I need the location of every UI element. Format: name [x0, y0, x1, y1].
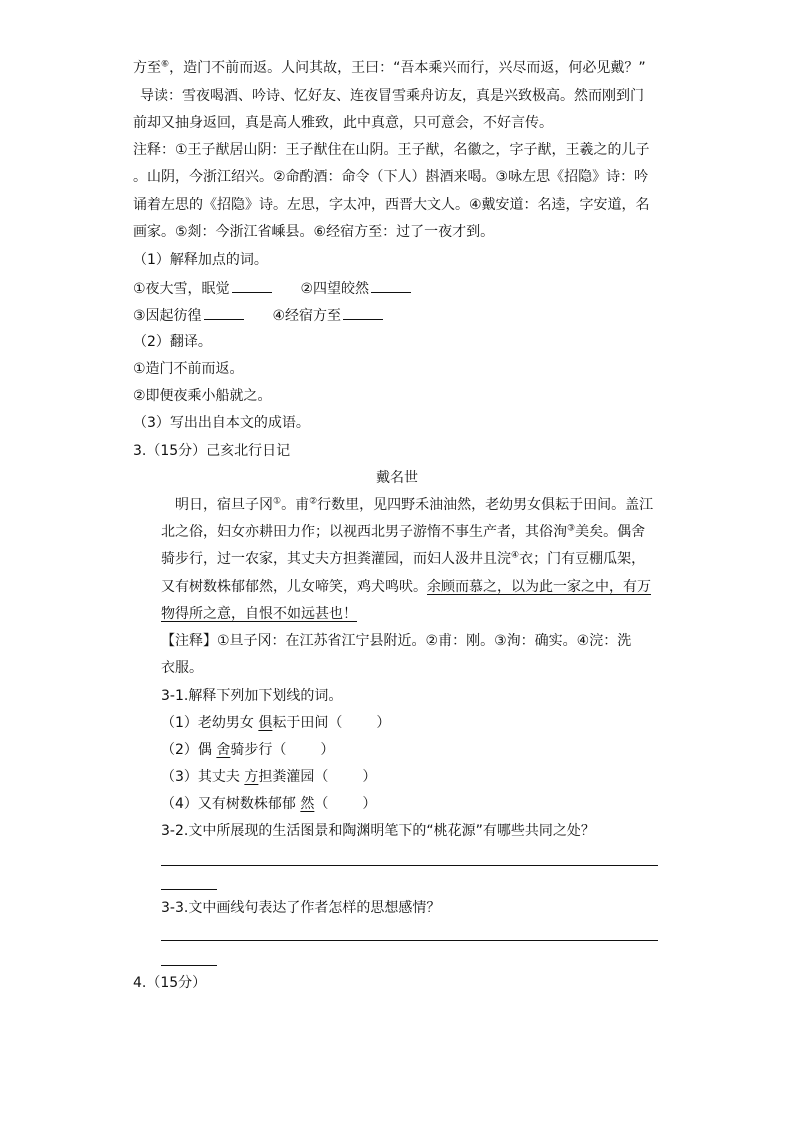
- author-name: 戴名世: [376, 470, 418, 486]
- annotation-line: 【注释】①旦子冈：在江苏省江宁县附近。②甫：刚。③洵：确实。④浣：洗: [161, 633, 632, 649]
- passage-line: [161, 604, 357, 624]
- text: ）: [376, 715, 391, 731]
- target-word: 舍: [216, 742, 231, 758]
- note-line: 画家。⑤剡：今浙江省嵊县。⑥经宿方至：过了一夜才到。: [133, 224, 495, 240]
- text: 方至: [133, 60, 161, 76]
- text: 又有树数株郁郁然，儿女啼笑，鸡犬鸣吠。: [161, 579, 427, 595]
- answer-line[interactable]: [161, 965, 217, 966]
- subquestion-heading: 3-3.文中画线句表达了作者怎样的思想感情？: [161, 900, 441, 916]
- text: （2）偶: [161, 742, 217, 758]
- item-text: ①夜大雪，眠觉: [133, 281, 230, 297]
- text: ）: [320, 742, 335, 758]
- answer-line[interactable]: [161, 940, 658, 941]
- text: （4）又有树数株郁郁: [161, 796, 301, 812]
- text: 骑步行，过一农家，其丈夫方担粪灌园，而妇人汲井且浣: [161, 551, 511, 567]
- translation-item: ②即便夜乘小船就之。: [133, 388, 272, 404]
- passage-line: [133, 58, 646, 78]
- question-1: （1）解释加点的词。: [133, 252, 268, 268]
- target-word: 方: [244, 769, 259, 785]
- subquestion-item: [161, 740, 334, 760]
- answer-blank[interactable]: [371, 278, 411, 293]
- passage-line: [161, 549, 645, 569]
- passage-line: [161, 577, 651, 597]
- footnote-marker: ①: [273, 496, 282, 507]
- text: 耘于田间（: [272, 715, 343, 731]
- text: ）: [362, 769, 377, 785]
- question-heading: 3.（15分）己亥北行日记: [133, 443, 291, 459]
- footnote-marker: ④: [511, 550, 520, 561]
- question-heading: 4.（15分）: [133, 975, 207, 991]
- note-line: 诵着左思的《招隐》诗。左思，字太冲，西晋大文人。④戴安道：名逵，字安道，名: [133, 197, 650, 213]
- answer-blank[interactable]: [204, 305, 244, 320]
- text: 骑步行（: [230, 742, 287, 758]
- passage-line: [161, 522, 645, 542]
- subquestion-heading: 3-1.解释下列加下划线的词。: [161, 688, 343, 704]
- text: （: [314, 796, 329, 812]
- answer-blank[interactable]: [343, 305, 383, 320]
- target-word: 然: [300, 796, 315, 812]
- underlined-sentence: 物得所之意，自恨不如远甚也！: [161, 606, 357, 622]
- answer-blank[interactable]: [232, 278, 272, 293]
- question-1-items: [133, 305, 385, 326]
- guide-line: 前却又抽身返回，真是高人雅致，此中真意，只可意会，不好言传。: [133, 115, 553, 131]
- text: ）: [362, 796, 377, 812]
- footnote-marker: ⑥: [161, 59, 170, 70]
- underlined-sentence: 余顾而慕之，以为此一家之中，有万: [427, 579, 651, 595]
- text: 明日，宿旦子冈: [175, 497, 273, 513]
- text: 。甫: [281, 497, 310, 513]
- item-text: ③因起彷徨: [133, 308, 202, 324]
- target-word: 俱: [258, 715, 273, 731]
- text: 北之俗，妇女亦耕田力作；以视西北男子游惰不事生产者，其俗洵: [161, 524, 567, 540]
- text: （1）老幼男女: [161, 715, 259, 731]
- annotation-line: 衣服。: [161, 660, 203, 676]
- question-2: （2）翻译。: [133, 334, 212, 350]
- subquestion-item: [161, 794, 376, 814]
- subquestion-item: [161, 713, 390, 733]
- footnote-marker: ③: [567, 523, 576, 534]
- item-text: ②四望皎然: [300, 281, 370, 297]
- text: 行数里，见四野禾油油然，老幼男女俱耘于田间。盖江: [317, 497, 654, 513]
- text: 衣；门有豆棚瓜架，: [519, 551, 646, 567]
- guide-line: 导读：雪夜喝酒、吟诗、忆好友、连夜冒雪乘舟访友，真是兴致极高。然而刚到门: [140, 88, 644, 104]
- translation-item: ①造门不前而返。: [133, 361, 244, 377]
- passage-line: [175, 495, 653, 515]
- answer-line[interactable]: [161, 889, 217, 890]
- answer-line[interactable]: [161, 865, 658, 866]
- text: 美矣。偶舍: [575, 524, 646, 540]
- footnote-marker: ②: [309, 496, 318, 507]
- text: ，造门不前而返。人问其故，王曰：“吾本乘兴而行，兴尽而返，何必见戴？”: [169, 60, 646, 76]
- note-line: 。山阴，今浙江绍兴。②命酌酒：命令（下人）斟酒来喝。③咏左思《招隐》诗：吟: [133, 169, 649, 185]
- item-text: ④经宿方至: [272, 308, 342, 324]
- question-3: （3）写出出自本文的成语。: [133, 415, 310, 431]
- text: 担粪灌园（: [258, 769, 329, 785]
- text: （3）其丈夫: [161, 769, 245, 785]
- subquestion-heading: 3-2.文中所展现的生活图景和陶渊明笔下的“桃花源”有哪些共同之处？: [161, 823, 595, 839]
- note-line: 注释：①王子猷居山阴：王子猷住在山阴。王子猷，名徽之，字子猷，王羲之的儿子: [133, 142, 650, 158]
- question-1-items: [133, 278, 413, 299]
- subquestion-item: [161, 767, 376, 787]
